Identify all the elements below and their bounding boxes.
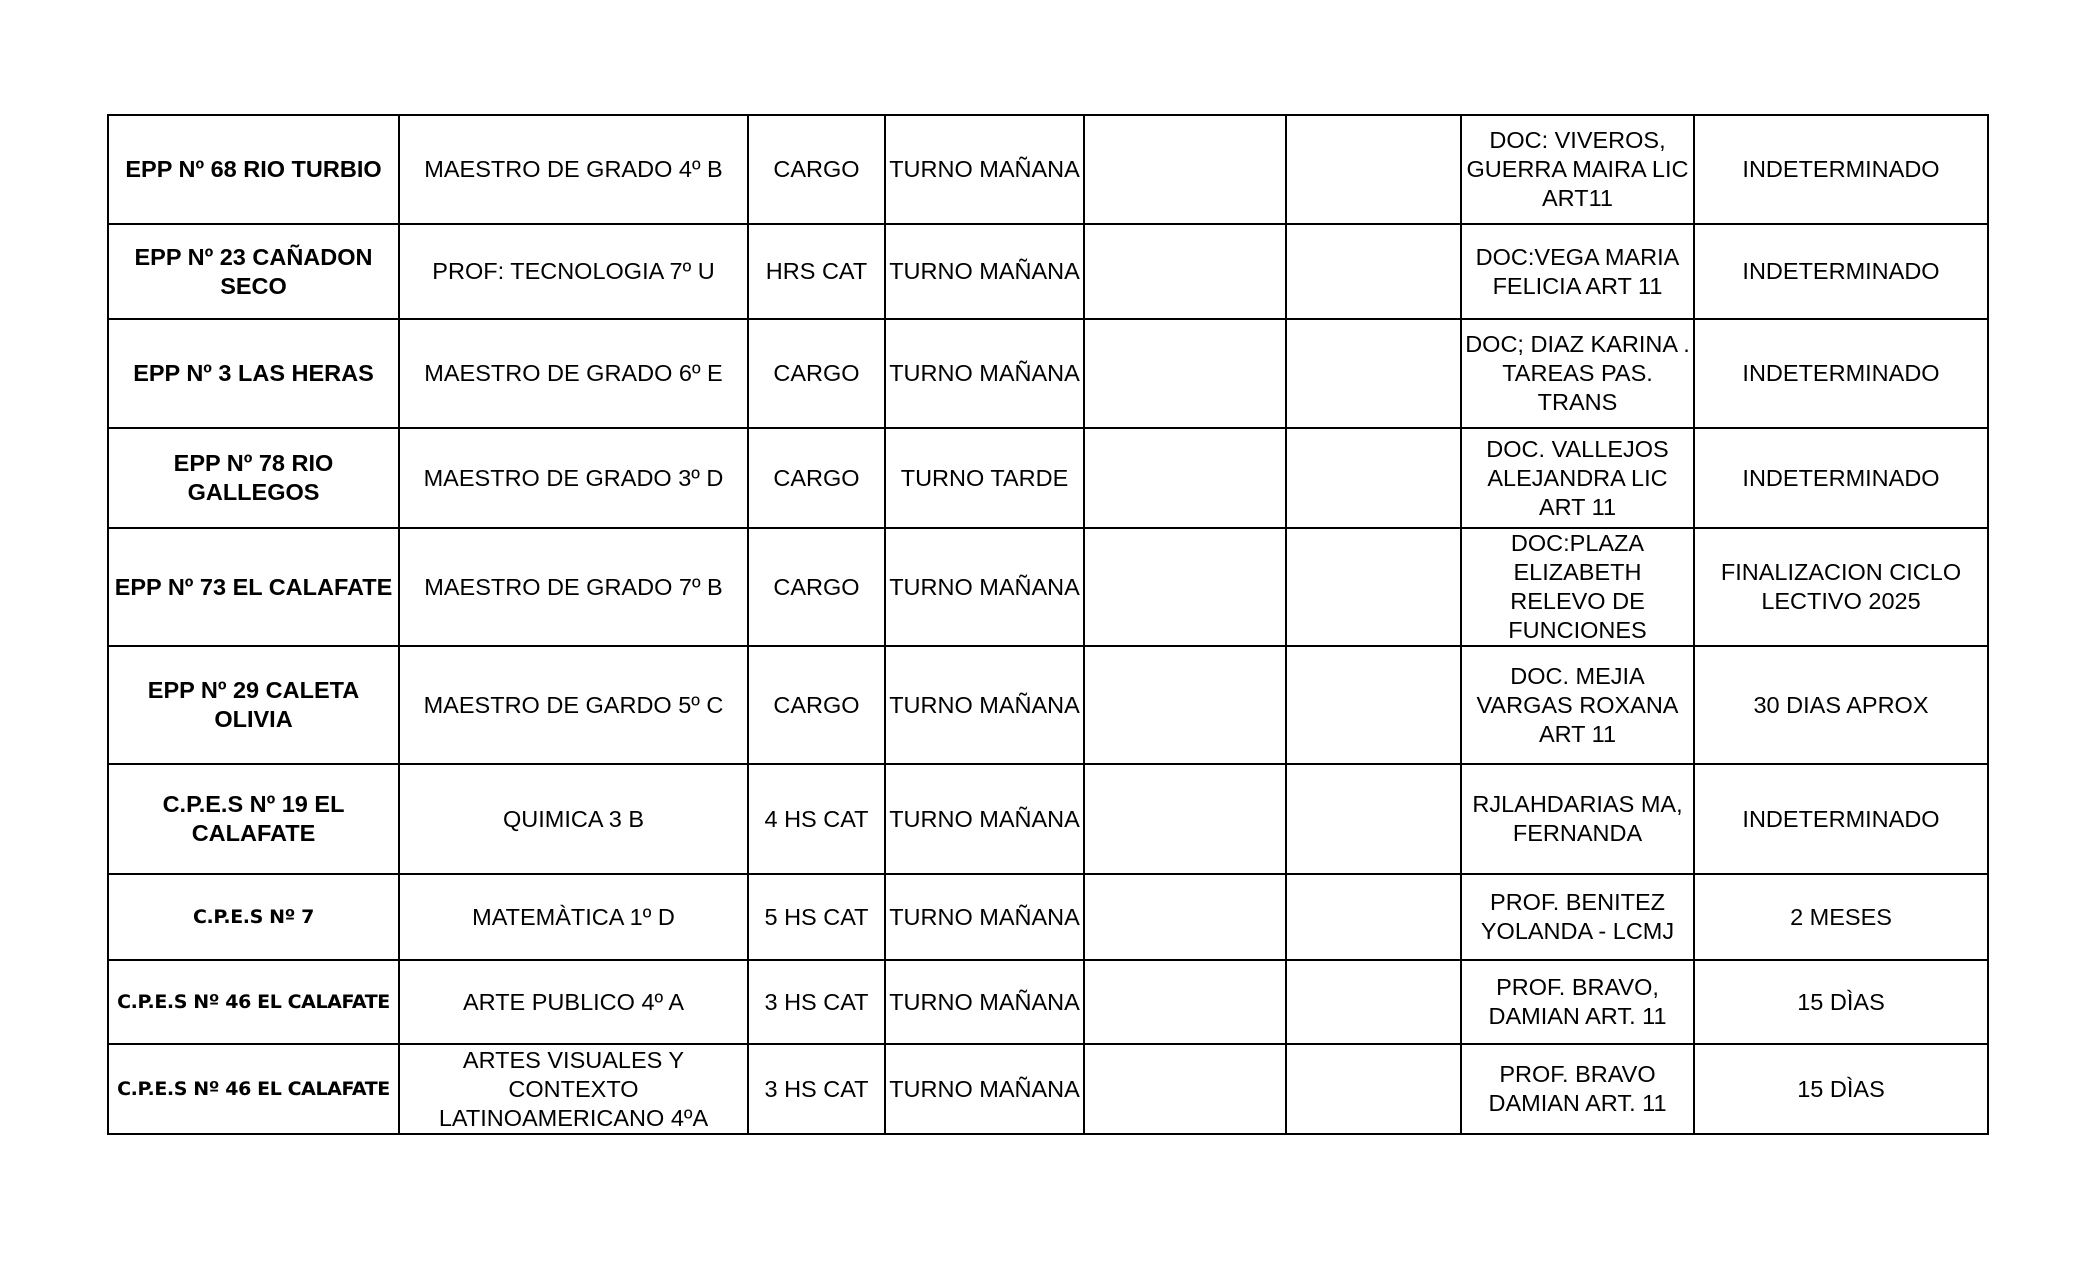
- empty-cell: [1286, 319, 1461, 428]
- table-row: [108, 428, 1988, 528]
- shift-cell: TURNO MAÑANA: [885, 874, 1084, 960]
- holder-cell: DOC. MEJIA VARGAS ROXANA ART 11: [1461, 646, 1694, 764]
- school-cell: EPP Nº 29 CALETA OLIVIA: [108, 646, 399, 764]
- table-row: [108, 764, 1988, 874]
- duration-cell: INDETERMINADO: [1694, 115, 1988, 224]
- position-cell: ARTES VISUALES Y CONTEXTO LATINOAMERICANO 4ºA: [399, 1044, 748, 1134]
- empty-cell: [1084, 528, 1286, 646]
- school-cell: C.P.E.S Nº 46 EL CALAFATE: [108, 1044, 399, 1134]
- holder-cell: DOC:PLAZA ELIZABETH RELEVO DE FUNCIONES: [1461, 528, 1694, 646]
- position-cell: MATEMÀTICA 1º D: [399, 874, 748, 960]
- holder-cell: PROF. BRAVO DAMIAN ART. 11: [1461, 1044, 1694, 1134]
- empty-cell: [1286, 764, 1461, 874]
- holder-cell: DOC. VALLEJOS ALEJANDRA LIC ART 11: [1461, 428, 1694, 528]
- empty-cell: [1084, 319, 1286, 428]
- position-cell: MAESTRO DE GARDO 5º C: [399, 646, 748, 764]
- holder-cell: RJLAHDARIAS MA, FERNANDA: [1461, 764, 1694, 874]
- empty-cell: [1286, 428, 1461, 528]
- shift-cell: TURNO MAÑANA: [885, 764, 1084, 874]
- shift-cell: TURNO MAÑANA: [885, 528, 1084, 646]
- type-cell: CARGO: [748, 646, 885, 764]
- empty-cell: [1084, 960, 1286, 1044]
- school-cell: C.P.E.S Nº 7: [108, 874, 399, 960]
- duration-cell: 15 DÌAS: [1694, 1044, 1988, 1134]
- table-row: [108, 1044, 1988, 1134]
- empty-cell: [1286, 960, 1461, 1044]
- position-cell: MAESTRO DE GRADO 4º B: [399, 115, 748, 224]
- empty-cell: [1084, 224, 1286, 319]
- shift-cell: TURNO MAÑANA: [885, 319, 1084, 428]
- empty-cell: [1286, 1044, 1461, 1134]
- holder-cell: DOC: VIVEROS, GUERRA MAIRA LIC ART11: [1461, 115, 1694, 224]
- type-cell: CARGO: [748, 428, 885, 528]
- duration-cell: INDETERMINADO: [1694, 224, 1988, 319]
- shift-cell: TURNO MAÑANA: [885, 646, 1084, 764]
- table-row: [108, 646, 1988, 764]
- empty-cell: [1286, 528, 1461, 646]
- shift-cell: TURNO MAÑANA: [885, 224, 1084, 319]
- empty-cell: [1286, 646, 1461, 764]
- type-cell: 3 HS CAT: [748, 960, 885, 1044]
- school-cell: EPP Nº 23 CAÑADON SECO: [108, 224, 399, 319]
- duration-cell: INDETERMINADO: [1694, 319, 1988, 428]
- school-cell: C.P.E.S Nº 46 EL CALAFATE: [108, 960, 399, 1044]
- position-cell: ARTE PUBLICO 4º A: [399, 960, 748, 1044]
- type-cell: CARGO: [748, 115, 885, 224]
- type-cell: CARGO: [748, 528, 885, 646]
- type-cell: 4 HS CAT: [748, 764, 885, 874]
- table-row: [108, 874, 1988, 960]
- empty-cell: [1084, 764, 1286, 874]
- school-cell: EPP Nº 68 RIO TURBIO: [108, 115, 399, 224]
- duration-cell: INDETERMINADO: [1694, 764, 1988, 874]
- duration-cell: 30 DIAS APROX: [1694, 646, 1988, 764]
- type-cell: 5 HS CAT: [748, 874, 885, 960]
- empty-cell: [1084, 874, 1286, 960]
- shift-cell: TURNO MAÑANA: [885, 115, 1084, 224]
- type-cell: HRS CAT: [748, 224, 885, 319]
- table-row: [108, 528, 1988, 646]
- shift-cell: TURNO TARDE: [885, 428, 1084, 528]
- position-cell: MAESTRO DE GRADO 7º B: [399, 528, 748, 646]
- vacancy-table: [107, 114, 1989, 1135]
- table-row: [108, 960, 1988, 1044]
- duration-cell: 2 MESES: [1694, 874, 1988, 960]
- holder-cell: PROF. BRAVO, DAMIAN ART. 11: [1461, 960, 1694, 1044]
- type-cell: CARGO: [748, 319, 885, 428]
- holder-cell: DOC; DIAZ KARINA . TAREAS PAS. TRANS: [1461, 319, 1694, 428]
- type-cell: 3 HS CAT: [748, 1044, 885, 1134]
- empty-cell: [1084, 115, 1286, 224]
- duration-cell: FINALIZACION CICLO LECTIVO 2025: [1694, 528, 1988, 646]
- empty-cell: [1286, 874, 1461, 960]
- duration-cell: 15 DÌAS: [1694, 960, 1988, 1044]
- empty-cell: [1286, 115, 1461, 224]
- table-row: [108, 115, 1988, 224]
- shift-cell: TURNO MAÑANA: [885, 1044, 1084, 1134]
- position-cell: PROF: TECNOLOGIA 7º U: [399, 224, 748, 319]
- school-cell: EPP Nº 78 RIO GALLEGOS: [108, 428, 399, 528]
- school-cell: EPP Nº 73 EL CALAFATE: [108, 528, 399, 646]
- table-row: [108, 224, 1988, 319]
- table-row: [108, 319, 1988, 428]
- shift-cell: TURNO MAÑANA: [885, 960, 1084, 1044]
- empty-cell: [1084, 1044, 1286, 1134]
- position-cell: MAESTRO DE GRADO 6º E: [399, 319, 748, 428]
- empty-cell: [1286, 224, 1461, 319]
- position-cell: MAESTRO DE GRADO 3º D: [399, 428, 748, 528]
- holder-cell: PROF. BENITEZ YOLANDA - LCMJ: [1461, 874, 1694, 960]
- empty-cell: [1084, 428, 1286, 528]
- holder-cell: DOC:VEGA MARIA FELICIA ART 11: [1461, 224, 1694, 319]
- position-cell: QUIMICA 3 B: [399, 764, 748, 874]
- school-cell: EPP Nº 3 LAS HERAS: [108, 319, 399, 428]
- duration-cell: INDETERMINADO: [1694, 428, 1988, 528]
- empty-cell: [1084, 646, 1286, 764]
- school-cell: C.P.E.S Nº 19 EL CALAFATE: [108, 764, 399, 874]
